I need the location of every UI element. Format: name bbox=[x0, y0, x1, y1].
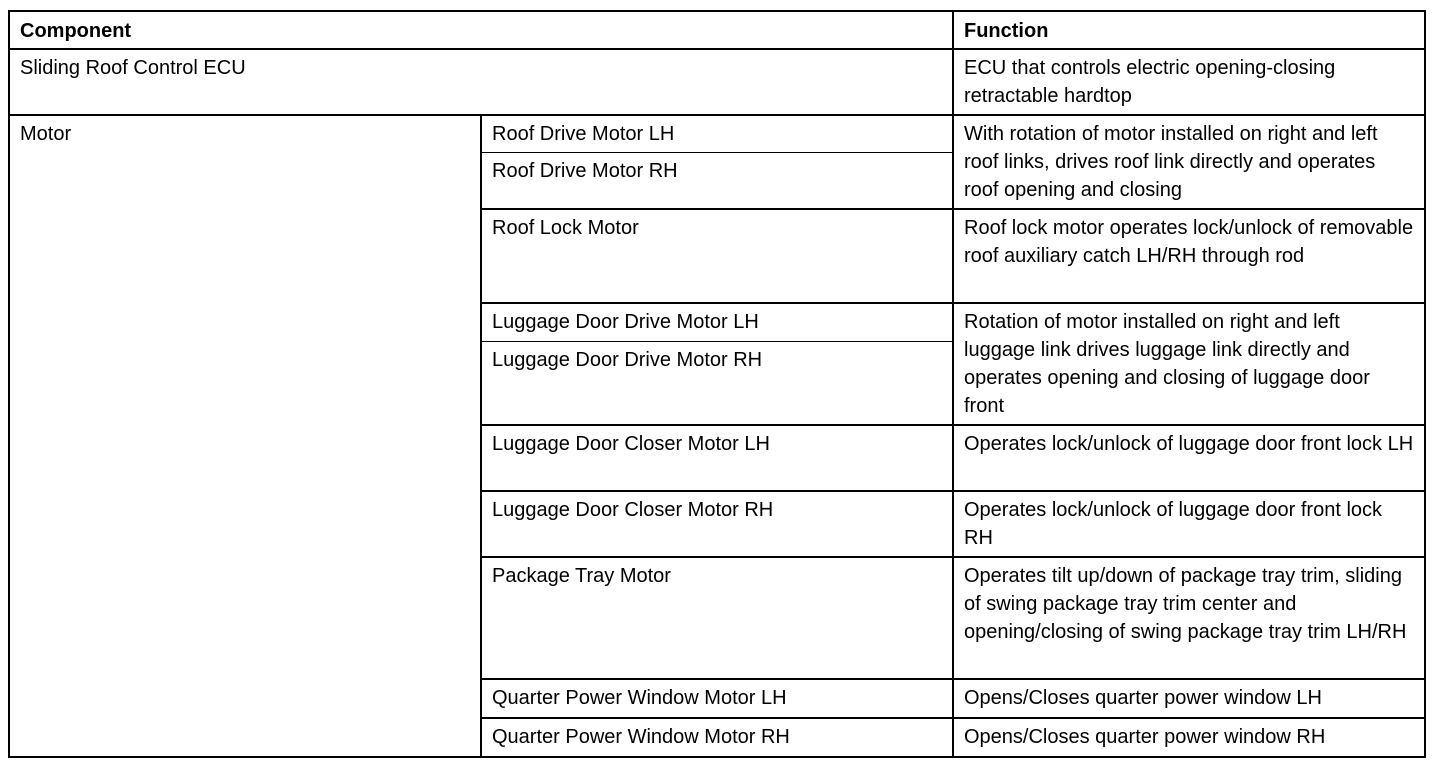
quarter-window-rh-function-cell: Opens/Closes quarter power window RH bbox=[953, 718, 1425, 757]
header-row bbox=[9, 11, 1425, 49]
ecu-function-cell: ECU that controls electric opening-closing retractable hardtop bbox=[953, 49, 1425, 115]
luggage-closer-lh-cell: Luggage Door Closer Motor LH bbox=[481, 425, 953, 491]
package-tray-cell: Package Tray Motor bbox=[481, 557, 953, 679]
quarter-window-lh-cell: Quarter Power Window Motor LH bbox=[481, 679, 953, 718]
ecu-component-cell: Sliding Roof Control ECU bbox=[9, 49, 953, 115]
quarter-window-rh-cell: Quarter Power Window Motor RH bbox=[481, 718, 953, 757]
luggage-drive-rh-cell: Luggage Door Drive Motor RH bbox=[481, 341, 953, 425]
table-row bbox=[9, 49, 1425, 115]
component-function-table bbox=[8, 10, 1426, 758]
roof-drive-function-cell: With rotation of motor installed on right and left roof links, drives roof link directly and operates roof opening and closing bbox=[953, 115, 1425, 209]
motor-group-cell: Motor bbox=[9, 115, 481, 757]
header-component: Component bbox=[9, 11, 953, 49]
luggage-closer-lh-function-cell: Operates lock/unlock of luggage door front lock LH bbox=[953, 425, 1425, 491]
roof-lock-cell: Roof Lock Motor bbox=[481, 209, 953, 303]
package-tray-function-cell: Operates tilt up/down of package tray trim, sliding of swing package tray trim center and opening/closing of swing package tray trim LH/RH bbox=[953, 557, 1425, 679]
header-function: Function bbox=[953, 11, 1425, 49]
luggage-closer-rh-function-cell: Operates lock/unlock of luggage door front lock RH bbox=[953, 491, 1425, 557]
table-row bbox=[9, 115, 1425, 153]
roof-drive-rh-cell: Roof Drive Motor RH bbox=[481, 153, 953, 209]
luggage-drive-lh-cell: Luggage Door Drive Motor LH bbox=[481, 303, 953, 341]
luggage-drive-function-cell: Rotation of motor installed on right and left luggage link drives luggage link directly and operates opening and closing of luggage door front bbox=[953, 303, 1425, 425]
roof-drive-lh-cell: Roof Drive Motor LH bbox=[481, 115, 953, 153]
roof-lock-function-cell: Roof lock motor operates lock/unlock of removable roof auxiliary catch LH/RH through rod bbox=[953, 209, 1425, 303]
quarter-window-lh-function-cell: Opens/Closes quarter power window LH bbox=[953, 679, 1425, 718]
luggage-closer-rh-cell: Luggage Door Closer Motor RH bbox=[481, 491, 953, 557]
